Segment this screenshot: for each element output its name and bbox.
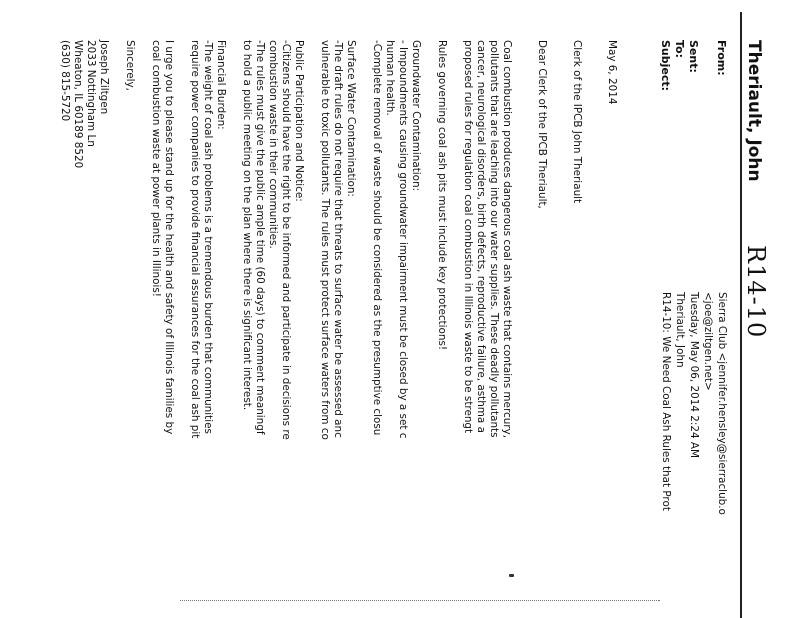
- paragraph-line: vulnerable to toxic pollutants. The rules must protect surface waters from co: [319, 40, 331, 440]
- letter-date: May 6, 2014: [606, 40, 618, 105]
- subject-row: [658, 40, 672, 618]
- to-label: To:: [673, 40, 686, 58]
- signoff: Sincerely,: [124, 40, 136, 91]
- signature-street: 2033 Nottingham Ln: [85, 40, 97, 147]
- signature-phone: (630) 815-5720: [59, 40, 71, 122]
- subject-value: R14-10: We Need Coal Ash Rules that Prot: [660, 292, 672, 511]
- paragraph-line: cancer, neurological disorders, birth defects, reproductive failure, asthma a: [475, 40, 487, 433]
- intro-paragraph: [461, 40, 513, 618]
- paragraph-line: proposed rules for regulation coal combustion in Illinois waste to be strengt: [462, 40, 474, 434]
- paragraph-line: -The rules must give the public ample time (60 days) to comment meaningf: [254, 40, 266, 435]
- paragraph-line: -The weight of coal ash problems is a tremendous burden that communities: [202, 40, 214, 434]
- paragraph-line: - Impoundments causing groundwater impairment must be closed by a set c: [397, 40, 409, 439]
- sent-row: [686, 40, 700, 618]
- to-row: [672, 40, 686, 618]
- signature-name: Joseph Ziltgen: [98, 40, 110, 115]
- from-value: Sierra Club <jennifer.hensley@sierraclub.o: [716, 292, 728, 515]
- section-heading: Surface Water Contamination:: [345, 40, 357, 197]
- paragraph-line: -The draft rules do not require that threats to surface water be assessed anc: [332, 40, 344, 438]
- paragraph-line: require power companies to provide financial assurances for the coal ash pit: [189, 40, 201, 439]
- sent-value: Tuesday, May 06, 2014 2:24 AM: [688, 292, 700, 458]
- section-heading: Public Participation and Notice:: [293, 40, 305, 202]
- scan-artifact: [509, 574, 514, 577]
- from-row-continued: [700, 40, 714, 618]
- letter-addressee: Clerk of the IPCB John Theriault: [571, 40, 583, 204]
- paragraph-line: human health.: [384, 40, 396, 116]
- letter-body: [58, 40, 618, 618]
- paragraph-line: Coal combustion produces dangerous coal ash waste that contains mercury,: [501, 40, 513, 439]
- sent-label: Sent:: [687, 40, 700, 73]
- signature-block: [58, 40, 110, 618]
- section-heading: Financial Burden:: [215, 40, 227, 130]
- scan-edge-marks: [180, 600, 660, 613]
- from-value-continued: <joe@ziltgen.net>: [702, 292, 714, 391]
- from-label: From:: [715, 40, 728, 76]
- section-heading: Groundwater Contamination:: [410, 40, 422, 192]
- paragraph-line: -Citizens should have the right to be informed and participate in decisions re: [280, 40, 292, 440]
- surface-water-section: [318, 40, 357, 618]
- paragraph-line: to hold a public meeting on the plan where there is significant interest.: [241, 40, 253, 411]
- sender-name-heading: Theriault, John: [744, 40, 764, 182]
- public-participation-section: [240, 40, 305, 618]
- letter-salutation: Dear Clerk of the IPCB Theriault,: [536, 40, 548, 209]
- financial-section: [188, 40, 227, 618]
- case-number-stamp: R14-10: [742, 245, 770, 339]
- header-rule: [740, 12, 742, 618]
- paragraph-line: combustion waste in their communities.: [267, 40, 279, 249]
- subject-label: Subject:: [659, 40, 672, 92]
- to-value: Theriault, John: [674, 292, 686, 368]
- closing-paragraph: [149, 40, 175, 618]
- groundwater-section: [370, 40, 422, 618]
- paragraph-line: I urge you to please stand up for the health and safety of Illinois families by: [163, 40, 175, 435]
- rules-statement: Rules governing coal ash pits must include key protections!: [436, 40, 448, 351]
- paragraph-line: pollutants that are leaching into our water supplies. These deadly pollutants: [488, 40, 500, 438]
- from-row: [714, 40, 728, 618]
- paragraph-line: -Complete removal of waste should be considered as the presumptive closu: [371, 40, 383, 436]
- paragraph-line: coal combustion waste at power plants in Illinois!: [150, 40, 162, 297]
- email-header: [658, 40, 728, 618]
- signature-city: Wheaton, IL 60189 8520: [72, 40, 84, 169]
